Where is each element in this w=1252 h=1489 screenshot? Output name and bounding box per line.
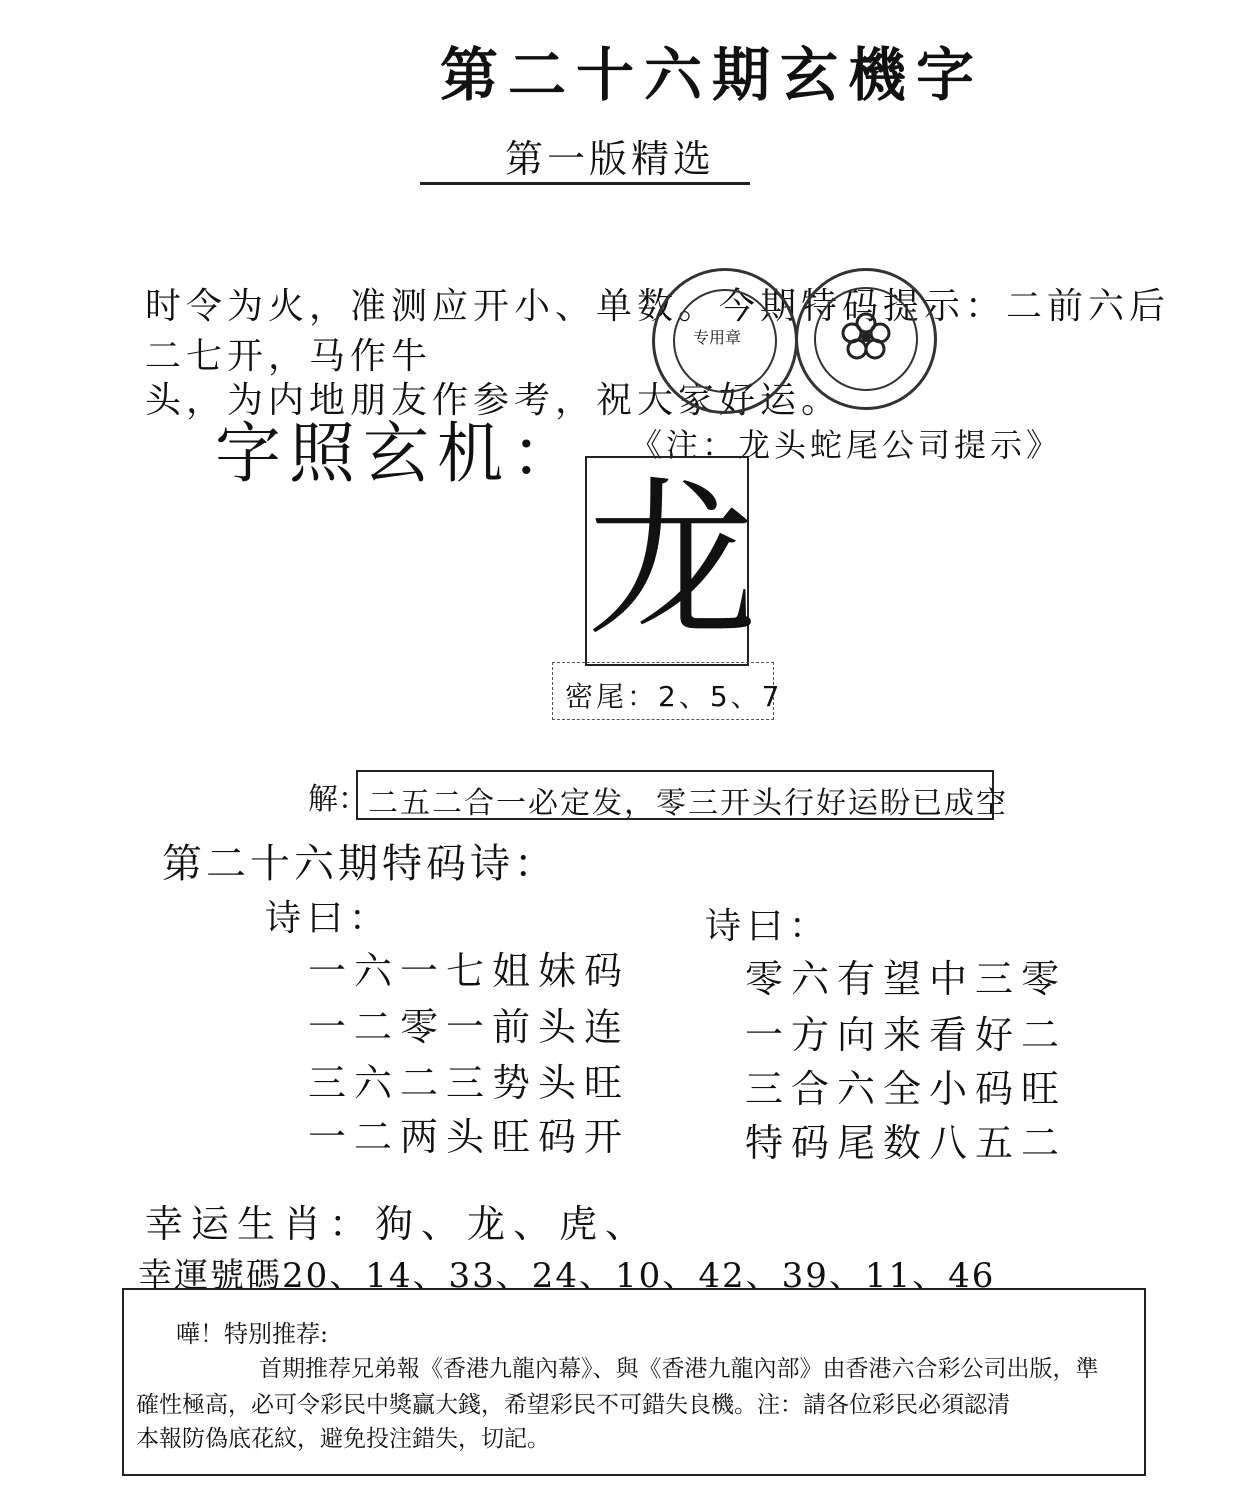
poem-left-line: 一二两头旺码开 <box>308 1115 631 1159</box>
edition-subtitle: 第一版精选 <box>505 137 716 181</box>
secret-tail-text: 密尾：2、5、7 <box>565 680 783 713</box>
poem-title: 第二十六期特码诗： <box>162 841 558 887</box>
poem-left-line: 三六二三势头旺 <box>308 1061 631 1105</box>
page-title: 第二十六期玄機字 <box>440 41 985 109</box>
explanation-box <box>356 770 1008 821</box>
poem-left-head: 诗曰： <box>265 898 392 939</box>
intro-line-1: 时令为火，准测应开小、单数。今期特码提示：二前六后 <box>145 286 1171 327</box>
poem-right-line: 零六有望中三零 <box>745 957 1068 1001</box>
explanation-text: 二五二合一必定发，零三开头行好运盼已成空 <box>368 786 1008 821</box>
recommendation-heading: 嘩！特別推荐: <box>176 1320 329 1348</box>
left-seal-text: 专用章 <box>693 328 742 347</box>
right-seal-stamp <box>795 268 937 410</box>
flower-seal-icon <box>838 309 894 365</box>
featured-character-box <box>585 456 758 666</box>
secret-tail-box <box>552 662 783 720</box>
featured-character: 龙 <box>587 462 758 660</box>
lucky-numbers: 幸運號碼20、14、33、24、10、42、39、11、46 <box>138 1256 996 1296</box>
recommendation-line-3: 本報防偽底花紋，避免投注錯失，切記。 <box>136 1426 550 1452</box>
explanation-label: 解： <box>308 782 368 817</box>
lucky-zodiac: 幸运生肖：狗、龙、虎、 <box>145 1202 652 1246</box>
poem-right-line: 特码尾数八五二 <box>745 1121 1068 1165</box>
left-seal-stamp <box>652 268 798 414</box>
recommendation-box <box>122 1288 1146 1476</box>
recommendation-line-2: 確性極高，必可令彩民中獎贏大錢，希望彩民不可錯失良機。注：請各位彩民必須認清 <box>136 1392 1010 1418</box>
company-note: 《注：龙头蛇尾公司提示》 <box>630 426 1063 464</box>
poem-right-line: 一方向来看好二 <box>745 1013 1068 1057</box>
poem-left-line: 一六一七姐妹码 <box>308 949 631 993</box>
intro-line-3: 头，为内地朋友作参考，祝大家好运。 <box>145 380 843 421</box>
subtitle-underline <box>420 182 750 185</box>
mystery-char-label: 字照玄机： <box>215 415 585 492</box>
recommendation-line-1: 首期推荐兄弟報《香港九龍內幕》、與《香港九龍內部》由香港六合彩公司出版，準 <box>259 1356 1099 1382</box>
poem-right-line: 三合六全小码旺 <box>745 1067 1068 1111</box>
intro-line-2: 二七开，马作牛 <box>145 336 433 377</box>
poem-right-head: 诗曰： <box>705 906 832 947</box>
poem-left-line: 一二零一前头连 <box>308 1005 631 1049</box>
